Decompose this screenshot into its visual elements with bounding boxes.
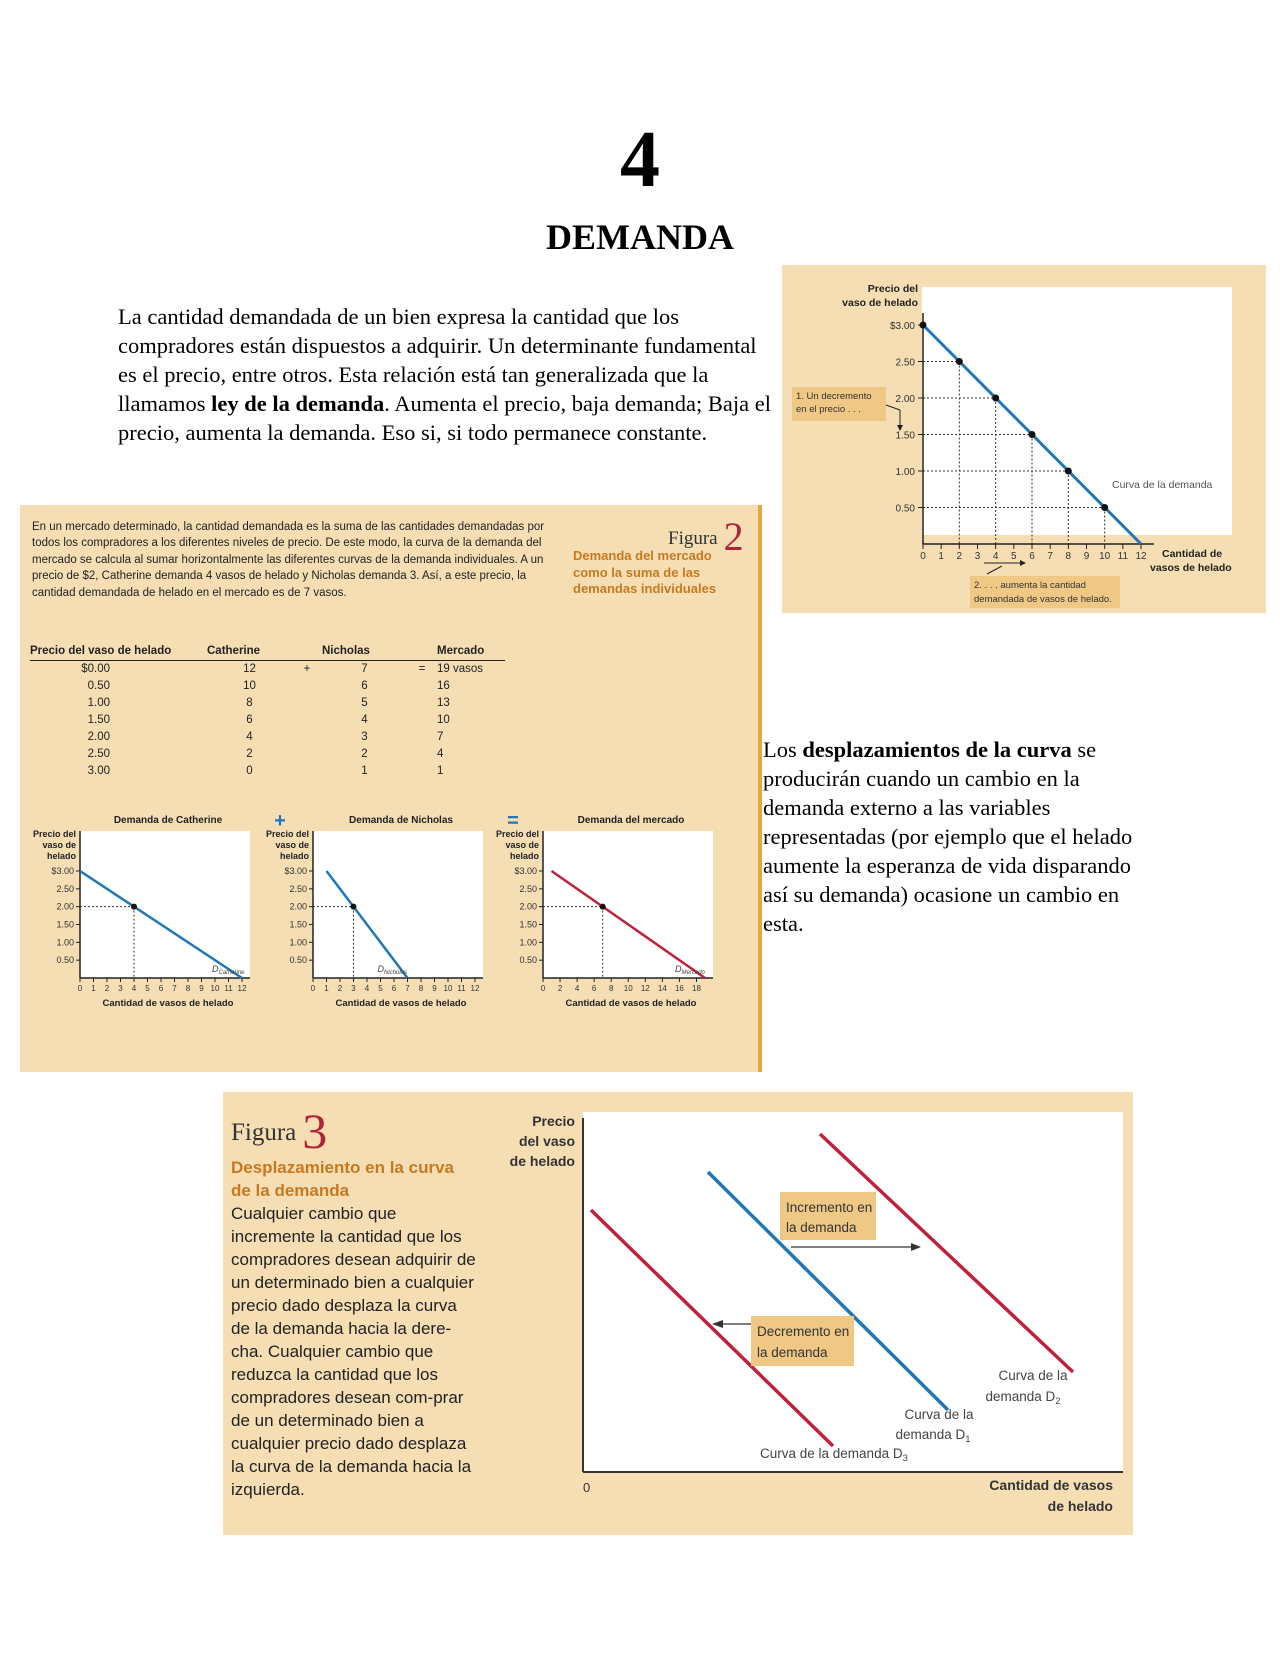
table-cell <box>407 678 437 695</box>
fig1-note1-line1: 1. Un decremento <box>796 391 872 402</box>
fig1-ytick-label: $3.00 <box>889 321 915 332</box>
fig2-curve-label: $D_{Nicholas}$ <box>377 964 408 976</box>
fig1-xtick-label: 8 <box>1065 551 1072 562</box>
table-cell <box>407 729 437 746</box>
fig2-xtick-label: 18 <box>692 984 701 993</box>
table-cell: $0.00 <box>81 663 110 675</box>
fig3-d3-label: Curva de la demanda $D_3$ <box>760 1446 908 1464</box>
fig1-point <box>920 322 927 329</box>
figure3-label <box>231 1102 327 1160</box>
shifts-text-1: Los <box>763 737 803 762</box>
fig2-xtick-label: 12 <box>640 984 650 993</box>
table-cell: 0.50 <box>87 680 110 692</box>
table-row <box>30 712 505 729</box>
fig1-xlabel-2: vasos de helado <box>1150 562 1232 574</box>
table-header <box>292 645 322 661</box>
fig1-point <box>956 358 963 365</box>
fig2-xtick-label: 1 <box>324 984 329 993</box>
fig1-xtick-label: 9 <box>1083 551 1090 562</box>
fig2-xtick-label: 0 <box>77 984 83 993</box>
intro-text-1: La cantidad demandada de un bien expresa la cantidad que los compradores están dispuestos a adquirir. Un determinante fundamental es el precio, entre otros. Esta relación está tan generalizada que la llamamos <box>118 304 757 416</box>
table-cell: 5 <box>361 697 368 709</box>
fig3-d1-label-1: Curva de la <box>904 1407 974 1422</box>
fig2-ytick-label: 0.50 <box>56 955 74 966</box>
fig2-xtick-label: 6 <box>391 984 397 993</box>
table-cell <box>292 746 322 763</box>
fig3-d2-label-1: Curva de la <box>998 1368 1068 1383</box>
fig1-xtick-label: 4 <box>992 551 999 562</box>
fig1-ytick-label: 2.00 <box>895 394 915 405</box>
fig2-xtick-label: 8 <box>418 984 424 993</box>
table-cell: 3 <box>361 731 368 743</box>
fig1-xtick-label: 6 <box>1029 551 1035 562</box>
fig2-equals-sign: = <box>507 810 519 832</box>
table-row <box>30 746 505 763</box>
fig1-ytick-label: 2.50 <box>895 357 915 369</box>
fig1-xtick-label: 5 <box>1011 551 1017 562</box>
fig2-xtick-label: 9 <box>432 984 437 993</box>
fig3-ylabel-1: Precio <box>532 1113 575 1129</box>
fig2-ylabel: vaso de <box>275 840 309 850</box>
table-cell <box>407 712 437 729</box>
fig2-ytick-label: 1.00 <box>519 937 537 948</box>
table-cell <box>292 678 322 695</box>
table-cell: 12 <box>243 663 256 675</box>
table-cell: 2 <box>361 748 368 760</box>
fig2-xtick-label: 9 <box>199 984 204 993</box>
fig2-xlabel: Cantidad de vasos de helado <box>335 998 467 1009</box>
fig2-xtick-label: 16 <box>674 984 684 993</box>
figure3-label-text: Figura <box>231 1119 297 1146</box>
fig2-xtick-label: 1 <box>91 984 96 993</box>
fig1-ytick-label: 1.00 <box>895 467 915 478</box>
fig2-xtick-label: 10 <box>623 984 633 993</box>
table-cell <box>292 695 322 712</box>
figure3-caption <box>231 1156 476 1501</box>
table-cell: 13 <box>437 697 450 709</box>
fig2-ylabel: helado <box>509 851 539 861</box>
fig2-ytick-label: $3.00 <box>284 866 307 876</box>
fig1-xtick-label: 11 <box>1117 551 1129 562</box>
fig2-xtick-label: 6 <box>158 984 164 993</box>
table-cell: 3.00 <box>87 765 110 777</box>
fig2-ytick-label: 1.50 <box>56 919 74 930</box>
fig2-ylabel: vaso de <box>505 840 539 850</box>
table-cell: 1.00 <box>87 697 110 709</box>
table-cell: = <box>418 663 426 675</box>
fig2-ytick-label: 0.50 <box>289 955 307 966</box>
figure2-caption: Demanda del mercado como la suma de las demandas individuales <box>573 548 717 596</box>
fig2-ytick-label: $3.00 <box>51 866 74 876</box>
figure2-intro: En un mercado determinado, la cantidad demandada es la suma de las cantidades demandadas por todos los compradores a los diferentes niveles de precio. De este modo, la curva de la demanda del mercado se calcula al sumar horizontalmente las diferentes curvas de la demanda individuales. A un precio de $2, Catherine demanda 4 vasos de helado y Nicholas demanda 3. Así, a este precio, la cantidad demandada de helado en el mercado es de 7 vasos. <box>32 521 545 599</box>
intro-text-2: . Aumenta el precio, baja demanda; Baja el precio, aumenta la demanda. Eso si, si todo permanece constante. <box>118 391 771 445</box>
fig2-ylabel: Precio del <box>32 829 76 839</box>
table-header: Nicholas <box>322 645 407 661</box>
table-cell: 19 vasos <box>437 663 484 675</box>
chapter-number: 4 <box>620 116 660 204</box>
fig3-ylabel-2: del vaso <box>518 1133 575 1149</box>
figure2-charts <box>20 810 762 1055</box>
fig2-xtick-label: 7 <box>405 984 410 993</box>
fig2-ytick-label: 2.00 <box>519 901 537 912</box>
table-cell: 10 <box>437 714 450 726</box>
figure3-number: 3 <box>302 1103 328 1159</box>
fig2-chart-bg <box>543 831 713 978</box>
fig1-ytick-label: 0.50 <box>895 503 915 515</box>
fig3-xlabel-2: de helado <box>1047 1498 1113 1514</box>
fig1-point <box>1029 431 1036 438</box>
fig2-ytick-label: 1.50 <box>289 919 307 930</box>
fig2-chart-title: Demanda del mercado <box>577 815 685 826</box>
fig2-xtick-label: 5 <box>378 984 383 993</box>
figure3-caption-body: Cualquier cambio que incremente la cantidad que los compradores desean adquirir de un determinado bien a cualquier precio dado desplaza la curva de la demanda hacia la dere-cha. Cualquier cambio que reduzca la cantidad que los compradores desean com-prar de un determinado bien a cualquier precio dado desplaza la curva de la demanda hacia la izquierda. <box>231 1204 476 1499</box>
fig1-xtick-label: 7 <box>1047 551 1053 562</box>
fig2-xtick-label: 5 <box>145 984 150 993</box>
fig2-ytick-label: 1.00 <box>56 937 74 948</box>
fig1-point <box>1065 468 1072 475</box>
fig2-xlabel: Cantidad de vasos de helado <box>102 998 234 1009</box>
fig3-d2-label-2: demanda $D_2$ <box>985 1389 1061 1407</box>
fig2-curve-label: $D_{Catherine}$ <box>212 964 245 976</box>
table-cell: 16 <box>437 680 450 692</box>
fig2-xtick-label: 4 <box>574 984 580 993</box>
fig2-xtick-label: 12 <box>237 984 247 993</box>
figure2-label-text: Figura <box>668 528 718 549</box>
table-cell: 7 <box>437 731 444 743</box>
fig3-decrease-2: la demanda <box>757 1345 828 1360</box>
table-cell: 1 <box>361 765 368 777</box>
table-cell: 4 <box>361 714 368 726</box>
table-cell: 6 <box>361 680 368 692</box>
fig2-xtick-label: 3 <box>118 984 123 993</box>
fig2-xtick-label: 7 <box>172 984 177 993</box>
table-cell: 2.00 <box>87 731 110 743</box>
fig2-xtick-label: 6 <box>591 984 597 993</box>
fig2-ytick-label: 2.50 <box>289 883 307 894</box>
fig2-xtick-label: 4 <box>364 984 370 993</box>
fig2-xlabel: Cantidad de vasos de helado <box>565 998 697 1009</box>
fig1-point <box>1101 504 1108 511</box>
fig2-xtick-label: 0 <box>540 984 546 993</box>
table-cell <box>407 695 437 712</box>
fig2-xtick-label: 10 <box>443 984 453 993</box>
fig3-increase-1: Incremento en <box>786 1200 873 1215</box>
fig1-xtick-label: 12 <box>1135 551 1147 562</box>
fig1-xtick-label: 2 <box>956 551 963 562</box>
fig2-ylabel: helado <box>279 851 309 861</box>
shifts-text-2: se producirán cuando un cambio en la demanda externo a las variables representadas (por ejemplo que el helado aumente la esperanza de vida disparando así su demanda) ocasione un cambio en esta. <box>763 737 1133 936</box>
table-cell: + <box>303 663 311 675</box>
table-header: Mercado <box>437 645 505 661</box>
fig3-origin: 0 <box>583 1480 591 1495</box>
table-cell: 0 <box>246 765 253 777</box>
fig2-ylabel: vaso de <box>42 840 76 850</box>
table-cell: 4 <box>246 731 253 743</box>
fig2-chart-title: Demanda de Nicholas <box>349 815 453 826</box>
table-cell <box>407 763 437 780</box>
table-cell: 8 <box>246 697 253 709</box>
table-cell: 10 <box>243 680 256 692</box>
fig2-xtick-label: 10 <box>210 984 220 993</box>
fig2-point <box>131 904 137 910</box>
chapter-title: DEMANDA <box>546 217 734 257</box>
figure2-demand-table <box>30 645 505 780</box>
figure3-shift-chart <box>493 1092 1133 1535</box>
fig2-chart-bg <box>80 831 250 978</box>
fig2-xtick-label: 11 <box>457 984 466 993</box>
fig1-note2-line2: demandada de vasos de helado. <box>974 594 1112 605</box>
fig2-point <box>351 904 357 910</box>
fig3-increase-2: la demanda <box>786 1220 857 1235</box>
fig2-ylabel: Precio del <box>265 829 309 839</box>
fig2-ytick-label: 2.00 <box>289 901 307 912</box>
table-cell <box>407 746 437 763</box>
fig2-chart-title: Demanda de Catherine <box>113 815 223 826</box>
fig2-xtick-label: 8 <box>185 984 191 993</box>
intro-paragraph <box>118 302 778 447</box>
fig1-xtick-label: 3 <box>974 551 981 562</box>
table-cell: 7 <box>361 663 368 675</box>
fig1-note1-line2: en el precio . . . <box>796 404 861 415</box>
fig2-xtick-label: 3 <box>351 984 356 993</box>
fig2-xtick-label: 11 <box>224 984 233 993</box>
fig2-xtick-label: 2 <box>104 984 110 993</box>
table-cell: 1.50 <box>87 714 110 726</box>
fig2-chart-bg <box>313 831 483 978</box>
table-row <box>30 729 505 746</box>
fig1-ylabel-2: vaso de helado <box>842 297 918 309</box>
table-cell: 2.50 <box>87 748 110 760</box>
fig3-decrease-1: Decremento en <box>757 1324 850 1339</box>
table-cell: 1 <box>437 765 444 777</box>
fig2-ylabel: Precio del <box>495 829 539 839</box>
figure3-panel <box>223 1092 1133 1535</box>
table-header: Precio del vaso de helado <box>30 645 207 661</box>
fig2-xtick-label: 12 <box>470 984 480 993</box>
table-header: Catherine <box>207 645 292 661</box>
table-cell <box>292 712 322 729</box>
fig2-xtick-label: 2 <box>337 984 343 993</box>
table-cell: 4 <box>437 748 444 760</box>
fig2-xtick-label: 8 <box>608 984 614 993</box>
fig1-xtick-label: 10 <box>1099 551 1111 562</box>
fig2-point <box>600 904 606 910</box>
fig1-xlabel-1: Cantidad de <box>1162 548 1223 560</box>
fig2-xtick-label: 14 <box>657 984 667 993</box>
fig1-xtick-label: 1 <box>938 551 944 562</box>
figure3-caption-title: Desplazamiento en la curva de la demanda <box>231 1158 454 1200</box>
fig1-ytick-label: 1.50 <box>895 430 915 442</box>
fig2-ytick-label: 1.00 <box>289 937 307 948</box>
fig1-point <box>992 395 999 402</box>
fig2-plus-sign: + <box>274 810 286 832</box>
fig1-curve-label: Curva de la demanda <box>1112 479 1213 491</box>
fig2-xtick-label: 4 <box>131 984 137 993</box>
fig1-xtick-label: 0 <box>920 551 926 562</box>
fig2-ytick-label: 2.50 <box>56 883 74 894</box>
fig1-ylabel-1: Precio del <box>867 283 918 295</box>
figure1-demand-chart <box>782 265 1266 613</box>
fig2-ylabel: helado <box>46 851 76 861</box>
table-row <box>30 678 505 695</box>
table-row <box>30 661 505 679</box>
shifts-paragraph <box>763 735 1153 938</box>
table-cell <box>292 729 322 746</box>
table-row <box>30 763 505 780</box>
fig2-ytick-label: 1.50 <box>519 919 537 930</box>
fig2-ytick-label: 2.50 <box>519 883 537 894</box>
table-header <box>407 645 437 661</box>
fig1-note2-line1: 2. . . . aumenta la cantidad <box>974 580 1086 591</box>
figure2-panel <box>20 505 762 1072</box>
table-cell: 2 <box>246 748 253 760</box>
table-cell: 6 <box>246 714 253 726</box>
fig2-ytick-label: 2.00 <box>56 901 74 912</box>
table-cell <box>292 763 322 780</box>
fig3-ylabel-3: de helado <box>509 1153 575 1169</box>
intro-bold: ley de la demanda <box>211 391 385 416</box>
table-row <box>30 695 505 712</box>
fig2-xtick-label: 2 <box>557 984 563 993</box>
figure2-number: 2 <box>723 514 744 559</box>
fig2-ytick-label: $3.00 <box>514 866 537 876</box>
fig2-curve-label: $D_{Mercado}$ <box>675 964 705 976</box>
fig3-xlabel-1: Cantidad de vasos <box>989 1477 1113 1493</box>
fig2-xtick-label: 0 <box>310 984 316 993</box>
fig3-d1-label-2: demanda $D_1$ <box>895 1427 971 1445</box>
fig2-ytick-label: 0.50 <box>519 955 537 966</box>
shifts-bold: desplazamientos de la curva <box>802 737 1072 762</box>
